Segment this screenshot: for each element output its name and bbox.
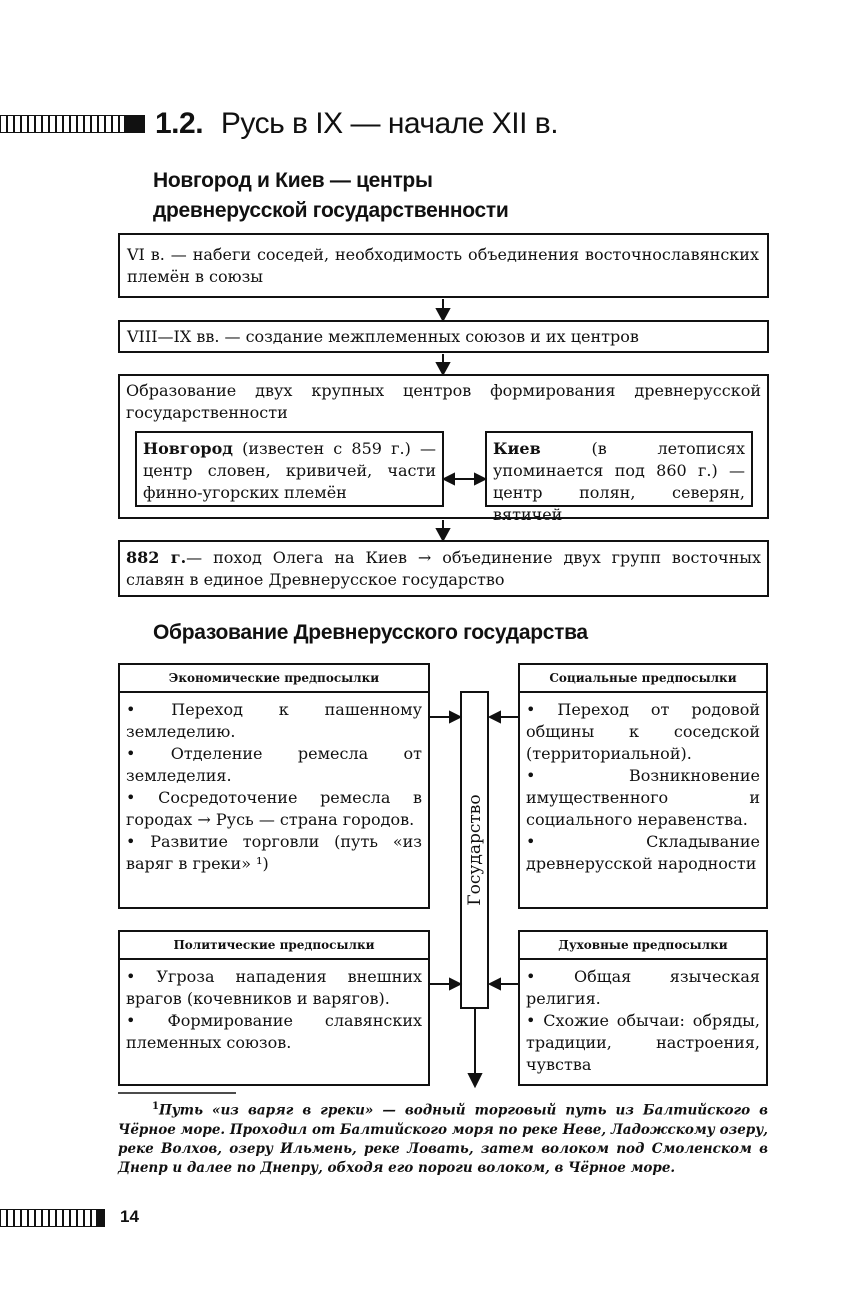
flow-box-two-centers-title: Образование двух крупных центров формирования древнерусской государственности bbox=[126, 381, 761, 422]
footer-decor-stripe bbox=[0, 1209, 105, 1227]
spiritual-item: • Схожие обычаи: обряды, традиции, настроения, чувства bbox=[526, 1011, 760, 1074]
econ-item: • Сосредоточение ремесла в городах → Русь — страна городов. bbox=[126, 788, 422, 829]
spiritual-item: • Общая языческая религия. bbox=[526, 967, 760, 1008]
econ-item: • Переход к пашенному земледелию. bbox=[126, 700, 422, 741]
flow-box-6th-century-text: VI в. — набеги соседей, необходимость объединения восточнославянских племён в союзы bbox=[127, 245, 759, 286]
footnote-term: Путь «из варяг в греки» bbox=[158, 1102, 374, 1119]
footnote-mark: 1 bbox=[152, 1101, 159, 1112]
novgorod-text: (известен с 859 г.) — центр словен, кривичей, части финно-угорских племён bbox=[143, 439, 436, 502]
econ-title: Экономические предпосылки bbox=[120, 665, 428, 693]
arrow-social-head bbox=[490, 712, 500, 722]
social-item: • Возникновение имущественного и социального неравенства. bbox=[526, 766, 760, 829]
subtitle-centers-line2: древнерусской государственности bbox=[153, 199, 509, 222]
political-item: • Формирование славянских племенных союзов. bbox=[126, 1011, 422, 1052]
footnote-text: — водный торговый путь из Балтийского в Чёрное море. Проходил от Балтийского моря по реке Неве, Ладожскому озеру, реке Волхов, озеру Ильмень, реке Ловать, затем волоком под Смоленском в Днепр и далее по Днепру, обходя его пороги волоком, в Чёрное море. bbox=[118, 1102, 768, 1176]
state-label: Государство bbox=[464, 794, 485, 906]
social-title: Социальные предпосылки bbox=[520, 665, 766, 693]
econ-item: • Отделение ремесла от земледелия. bbox=[126, 744, 422, 785]
social-item: • Складывание древнерусской народности bbox=[526, 832, 760, 873]
section-number: 1.2. bbox=[155, 107, 204, 140]
footnote bbox=[118, 1097, 768, 1178]
econ-item: • Развитие торговли (путь «из варяг в греки» ¹) bbox=[126, 832, 422, 873]
section-title: Русь в IX — начале XII в. bbox=[220, 107, 559, 140]
subtitle-formation-text: Образование Древнерусского государства bbox=[153, 621, 588, 644]
novgorod-label: Новгород bbox=[143, 439, 233, 458]
arrow-political-head bbox=[450, 979, 460, 989]
subtitle-centers-line1: Новгород и Киев — центры bbox=[153, 169, 433, 192]
flow-box-882-year: 882 г. bbox=[126, 548, 187, 567]
kiev-label: Киев bbox=[493, 439, 541, 458]
spiritual-title: Духовные предпосылки bbox=[520, 932, 766, 960]
arrow-econ-head bbox=[450, 712, 460, 722]
arrow-spiritual-head bbox=[490, 979, 500, 989]
page-number: 14 bbox=[120, 1207, 139, 1226]
kiev-text: (в летописях упоминается под 860 г.) — центр полян, северян, вятичей bbox=[493, 439, 745, 524]
political-title: Политические предпосылки bbox=[120, 932, 428, 960]
arrow-state-down-head bbox=[469, 1074, 481, 1086]
political-item: • Угроза нападения внешних врагов (кочевников и варягов). bbox=[126, 967, 422, 1008]
social-item: • Переход от родовой общины к соседской (территориальной). bbox=[526, 700, 760, 763]
flow-box-882-text: — поход Олега на Киев → объединение двух групп восточных славян в единое Древнерусское государство bbox=[126, 548, 762, 589]
flow-box-8-9-century-text: VIII—IX вв. — создание межплеменных союзов и их центров bbox=[127, 327, 639, 346]
